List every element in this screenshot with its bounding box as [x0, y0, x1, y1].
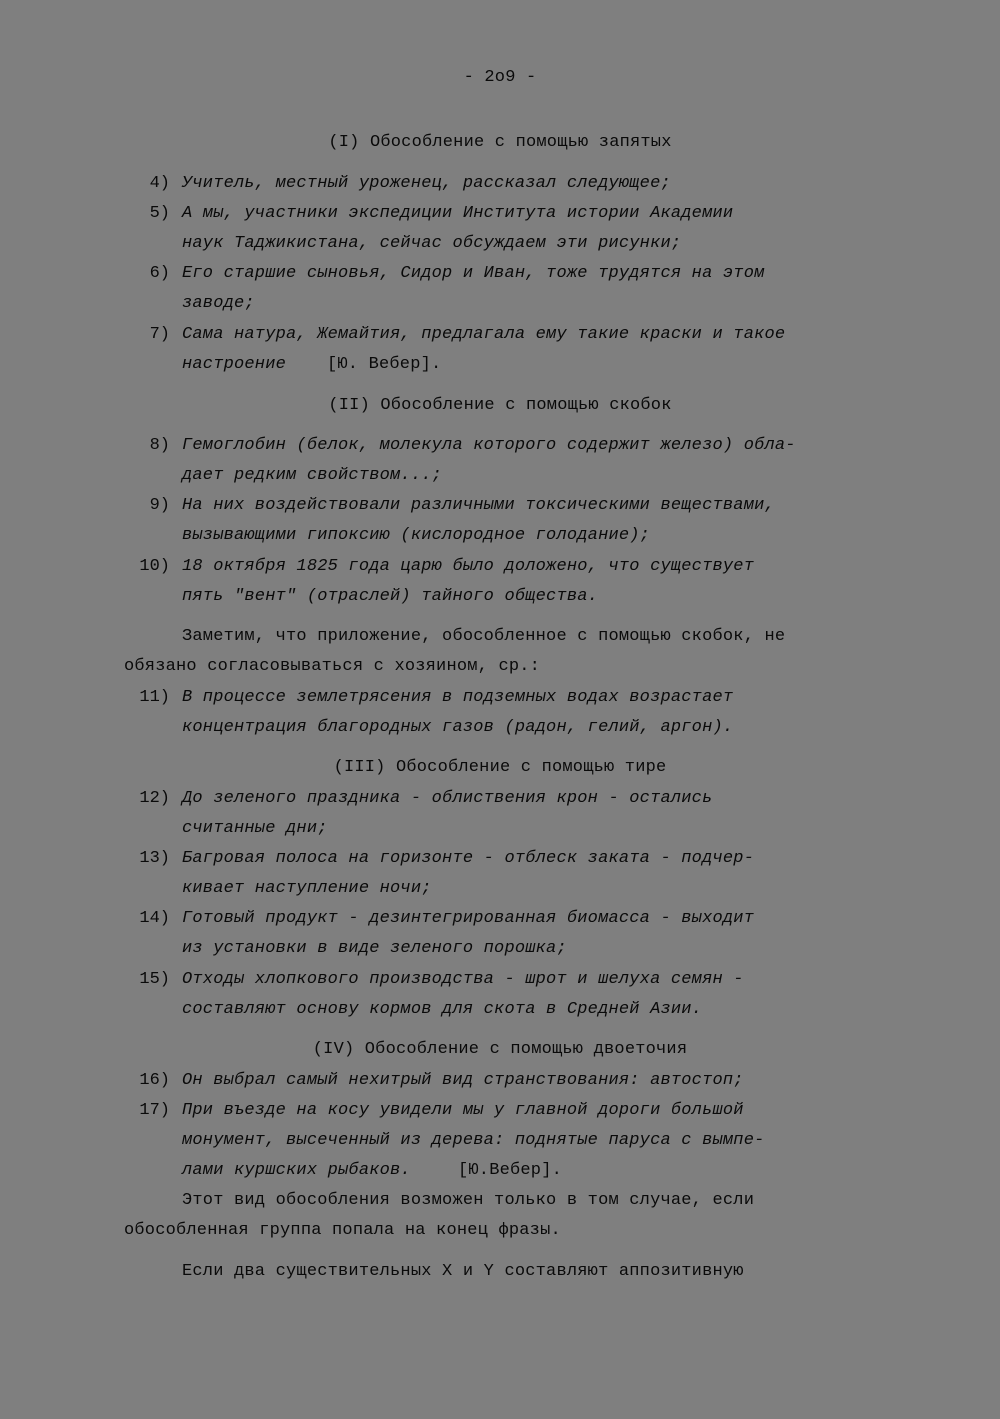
example-text: Гемоглобин (белок, молекула которого содержит железо) обла-: [182, 436, 796, 455]
example-text: Багровая полоса на горизонте - отблеск заката - подчер-: [182, 849, 755, 868]
page-number: - 2o9 -: [463, 68, 537, 87]
paragraph-text: Заметим, что приложение, обособленное с помощью скобок, не: [182, 627, 786, 646]
example-text: Отходы хлопкового производства - шрот и шелуха семян -: [182, 970, 744, 989]
example-text: дает редким свойством...;: [182, 466, 443, 485]
example-number: 8): [149, 436, 170, 455]
citation: [Ю.Вебер].: [458, 1161, 563, 1180]
example-number: 10): [139, 557, 170, 576]
example-number: 7): [149, 325, 170, 344]
example-number: 4): [149, 174, 170, 193]
example-number: 11): [139, 688, 170, 707]
paragraph-text: обособленная группа попала на конец фразы.: [124, 1221, 561, 1240]
example-text: В процессе землетрясения в подземных водах возрастает: [182, 688, 734, 707]
paragraph-text: обязано согласовываться с хозяином, ср.:: [124, 657, 541, 676]
example-number: 16): [139, 1071, 170, 1090]
example-number: 9): [149, 496, 170, 515]
example-text: наук Таджикистана, сейчас обсуждаем эти рисунки;: [182, 234, 682, 253]
example-text: Сама натура, Жемайтия, предлагала ему такие краски и такое: [182, 325, 786, 344]
example-number: 5): [149, 204, 170, 223]
example-text: вызывающими гипоксию (кислородное голодание);: [182, 526, 651, 545]
section-heading-colon: (IV) Обособление с помощью двоеточия: [312, 1040, 688, 1059]
example-number: 14): [139, 909, 170, 928]
section-heading-commas: (I) Обособление с помощью запятых: [328, 133, 672, 152]
section-heading-dashes: (III) Обособление с помощью тире: [333, 758, 667, 777]
example-text: А мы, участники экспедиции Института истории Академии: [182, 204, 734, 223]
example-text: монумент, высеченный из дерева: поднятые паруса с вымпе-: [182, 1131, 765, 1150]
example-text: концентрация благородных газов (радон, гелий, аргон).: [182, 718, 734, 737]
example-text: Готовый продукт - дезинтегрированная биомасса - выходит: [182, 909, 755, 928]
example-text: Он выбрал самый нехитрый вид странствования: автостоп;: [182, 1071, 744, 1090]
example-number: 6): [149, 264, 170, 283]
example-text: настроение: [182, 355, 287, 374]
example-number: 12): [139, 789, 170, 808]
citation: [Ю. Вебер].: [327, 355, 442, 374]
section-heading-brackets: (II) Обособление с помощью скобок: [328, 396, 672, 415]
example-text: При въезде на косу увидели мы у главной дороги большой: [182, 1101, 744, 1120]
example-text: Учитель, местный уроженец, рассказал следующее;: [182, 174, 671, 193]
example-text: До зеленого праздника - облиствения крон - остались: [182, 789, 713, 808]
example-number: 15): [139, 970, 170, 989]
example-text: 18 октября 1825 года царю было доложено, что существует: [182, 557, 755, 576]
example-text: считанные дни;: [182, 819, 328, 838]
example-text: лами куршских рыбаков.: [182, 1161, 411, 1180]
example-text: из установки в виде зеленого порошка;: [182, 939, 567, 958]
paragraph-text: Если два существительных X и Y составляют аппозитивную: [182, 1262, 744, 1281]
example-number: 13): [139, 849, 170, 868]
example-text: На них воздействовали различными токсическими веществами,: [182, 496, 775, 515]
example-text: Его старшие сыновья, Сидор и Иван, тоже трудятся на этом: [182, 264, 765, 283]
example-text: заводе;: [182, 294, 255, 313]
example-text: пять "вент" (отраслей) тайного общества.: [182, 587, 599, 606]
paragraph-text: Этот вид обособления возможен только в том случае, если: [182, 1191, 755, 1210]
example-text: кивает наступление ночи;: [182, 879, 432, 898]
example-number: 17): [139, 1101, 170, 1120]
example-text: составляют основу кормов для скота в Средней Азии.: [182, 1000, 703, 1019]
